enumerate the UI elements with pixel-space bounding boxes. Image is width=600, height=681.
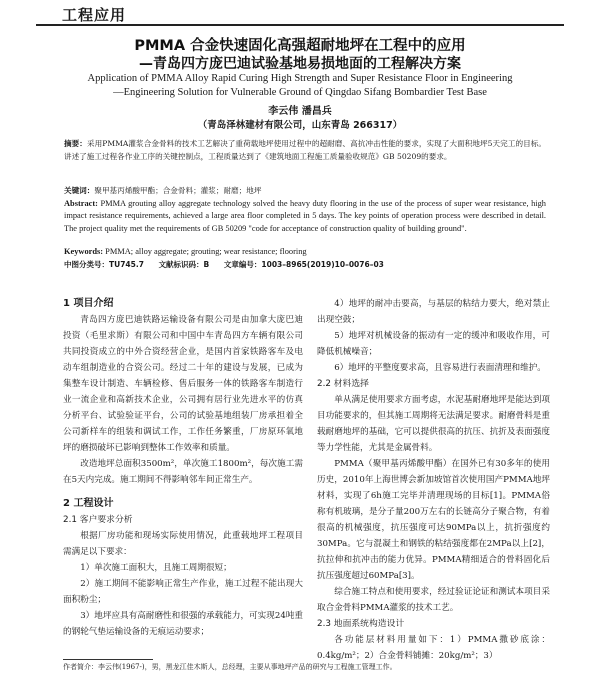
material-paragraph-1: 单从满足使用要求方面考虑，水泥基耐磨地坪是能达到项目功能要求的，但其施工周期将无法满足要求。耐磨骨料是重载耐磨地坪的基础，它可以提供很高的抗压、抗折及表面强度等力学性能，尤其是金属骨料。 [317,395,550,453]
material-paragraph-3: 综合施工特点和使用要求，经过验证论证和测试本项目采取合金骨料PMMA灌浆的技术工艺。 [317,587,550,613]
abstract-cn [64,138,546,163]
author-footnote: 作者简介：李云伟(1967-)，男，黑龙江佳木斯人，总经理，主要从事地坪产品的研究与工程施工管理工作。 [63,663,397,671]
abstract-en-label: Abstract: [64,199,98,208]
document-code: 文献标识码：B [158,260,210,269]
abstract-cn-text: 采用PMMA灌浆合金骨料的技术工艺解决了重荷载地坪使用过程中的超耐磨、高抗冲击性能的要求，实现了大面积地坪5天完工的目标。讲述了施工过程各作业工序的关键控制点，工程质量达到了《建筑地面工程施工质量验收规范》GB 50209的要求。 [64,139,546,161]
system-paragraph: 各功能层材料用量如下：1）PMMA撒砂底涂：0.4kg/m²；2）合金骨料铺摊：20kg/m²；3） [317,635,550,661]
requirement-1: 1）单次施工面积大，且施工周期很短； [80,563,232,573]
keywords-cn-text: 聚甲基丙烯酸甲酯；合金骨料；灌浆；耐磨；地坪 [94,186,262,195]
abstract-en [64,198,546,235]
heading-design: 2 工程设计 [63,498,114,509]
intro-paragraph-2: 改造地坪总面积3500m²，单次施工1800m²，每次施工需在5天内完成。施工期间不得影响邻车间正常生产。 [63,459,303,485]
authors: 李云伟 潘昌兵 [268,106,332,117]
title-cn-line1: PMMA 合金快速固化高强超耐地坪在工程中的应用 [134,38,466,54]
heading-system: 2.3 地面系统构造设计 [317,619,405,629]
analysis-paragraph: 根据厂房功能和现场实际使用情况，此重载地坪工程项目需满足以下要求： [63,531,303,557]
right-column [317,296,550,664]
material-paragraph-2: PMMA（聚甲基丙烯酸甲酯）在国外已有30多年的使用历史，2010年上海世博会新加坡馆首次使用国产PMMA地坪材料，实现了6h施工完毕并清理现场的目标[1]。PMMA俗称有机玻璃，是分子量200万左右的长链高分子聚合物，有着很高的机械强度，抗压强度可达90MPa以上，抗折强度约30MPa。它与混凝土和钢铁的粘结强度都在2MPa以上[2]，抗拉伸和抗冲击的能力优异。PMMA精细适合的骨料固化后抗压强度超过60MPa[3]。 [317,459,550,581]
section-label: 工程应用 [62,6,127,24]
title-en-line2: —Engineering Solution for Vulnerable Ground of Qingdao Sifang Bombardier Test Base [113,87,487,98]
classification-line [64,259,546,272]
requirement-3: 3）地坪应具有高耐磨性和很强的承载能力，可实现24吨重的钢轮气垫运输设备的无痕运动要求； [63,611,303,637]
abstract-cn-label: 摘要： [64,139,87,148]
keywords-en [64,246,546,259]
heading-material: 2.2 材料选择 [317,379,369,389]
heading-intro: 1 项目介绍 [63,298,114,309]
keywords-en-text: PMMA; alloy aggregate; grouting; wear resistance; flooring [103,247,307,256]
requirement-4: 4）地坪的耐冲击要高，与基层的粘结力要大，绝对禁止出现空鼓； [317,299,550,325]
journal-header [0,0,600,26]
title-en-line1: Application of PMMA Alloy Rapid Curing High Strength and Super Resistance Floor in Engineering [87,73,513,84]
requirement-2: 2）施工期间不能影响正常生产作业，施工过程不能出现大面积粉尘； [63,579,303,605]
title-cn-line2: —青岛四方庞巴迪试验基地易损地面的工程解决方案 [139,56,461,72]
keywords-cn-label: 关键词： [64,186,95,195]
left-column [63,296,303,640]
abstract-en-text: PMMA grouting alloy aggregate technology solved the heavy duty flooring in the use of the process of super wear resistance, high impact resistance requirements, achieved a large area floor completed in 5 days. The key points of operation process were described in detail. The project quality met the requirements of GB 50209 "code for acceptance of construction quality of building ground". [64,199,546,233]
header-rule [36,24,564,26]
footnote-rule [63,659,153,660]
heading-requirements: 2.1 客户要求分析 [63,515,133,525]
intro-paragraph-1: 青岛四方庞巴迪铁路运输设备有限公司是由加拿大庞巴迪投资（毛里求斯）有限公司和中国中车青岛四方车辆有限公司共同投资成立的中外合资经营企业，是国内首家铁路客车及电动车组制造业的合资公司。经过二十年的建设与发展，已成为集整车设计制造、车辆检修、售后服务一体的铁路客车制造行业一流企业和高新技术企业，公司拥有居行业先进水平的仿真分析平台、试验验证平台，公司的试验基地组装厂房承担着全公司新样车的组装和调试工作，工作任务繁重，厂房原环氧地坪的磨损破坏已影响到整体工作效率和质量。 [63,315,303,453]
clc-number: 中图分类号：TU745.7 [64,260,144,269]
keywords-cn [64,185,546,198]
affiliation: （青岛泽林建材有限公司，山东青岛 266317） [197,120,403,131]
requirement-6: 6）地坪的平整度要求高，且容易进行表面清理和维护。 [334,363,546,373]
article-number: 文章编号：1003–8965(2019)10–0076–03 [223,260,384,269]
requirement-5: 5）地坪对机械设备的振动有一定的缓冲和吸收作用，可降低机械噪音； [317,331,550,357]
keywords-en-label: Keywords: [64,247,104,256]
